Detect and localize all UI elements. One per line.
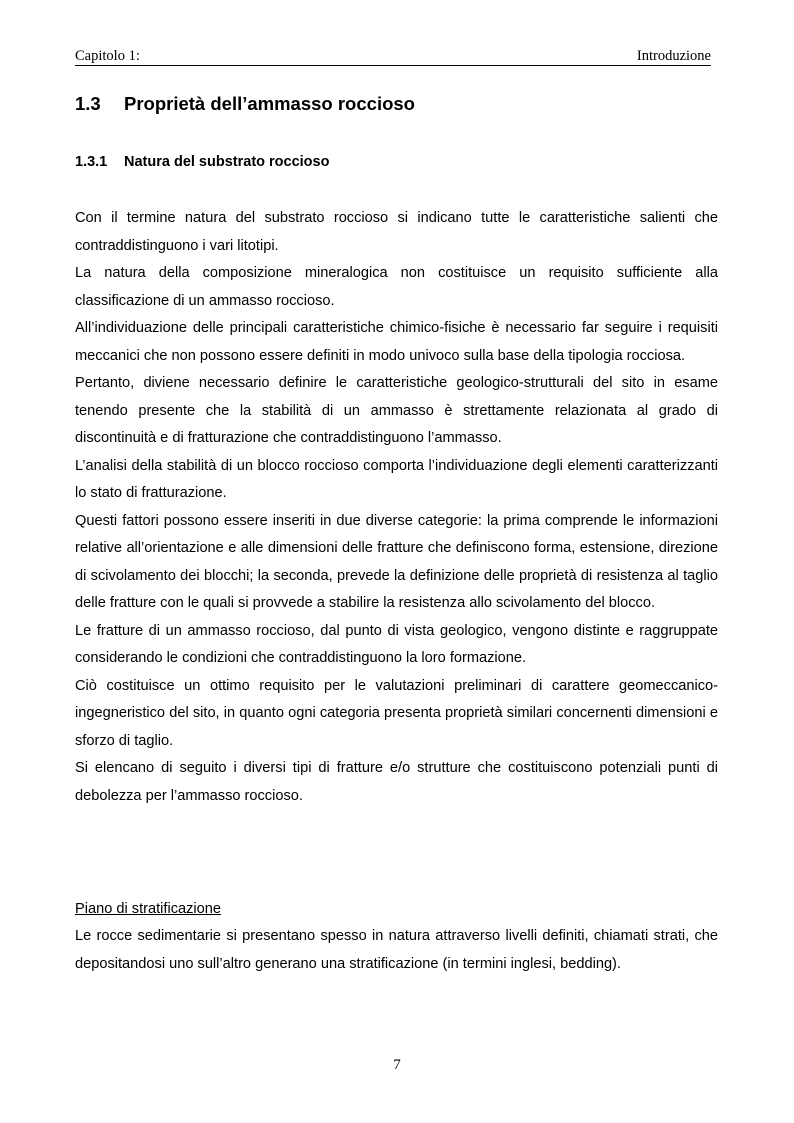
paragraph: Pertanto, diviene necessario definire le caratteristiche geologico-strutturali del sito in esame tenendo presente che la stabilità di un ammasso è strettamente relazionata al grado di discontinuità e di fratturazione che contraddistinguono l’ammasso.: [75, 375, 718, 446]
stratification-heading: Piano di stratificazione: [75, 901, 222, 917]
header-divider: [75, 65, 711, 66]
paragraph: La natura della composizione mineralogica non costituisce un requisito sufficiente alla classificazione di un ammasso roccioso.: [75, 265, 718, 309]
paragraph: Ciò costituisce un ottimo requisito per le valutazioni preliminari di carattere geomeccanico-ingegneristico del sito, in quanto ogni categoria presenta proprietà similari concernenti dimensioni e sforzo di taglio.: [75, 677, 718, 749]
header-section: Introduzione: [636, 48, 711, 64]
paragraph: Con il termine natura del substrato roccioso si indicano tutte le caratteristiche salienti che contraddistinguono i vari litotipi.: [75, 210, 718, 254]
page-header: [75, 48, 711, 66]
paragraph: Le fratture di un ammasso roccioso, dal punto di vista geologico, vengono distinte e raggruppate considerando le condizioni che contraddistinguono la loro formazione.: [75, 622, 718, 666]
paragraph: Questi fattori possono essere inseriti in due diverse categorie: la prima comprende le informazioni relative all’orientazione e alle dimensioni delle fratture che definiscono forma, estensione, direzione di scivolamento dei blocchi; la seconda, prevede la definizione delle proprietà di resistenza al taglio delle fratture con le quali si provvede a stabilire la resistenza allo scivolamento del blocco.: [75, 512, 718, 611]
paragraph: Si elencano di seguito i diversi tipi di fratture e/o strutture che costituiscono potenziali punti di debolezza per l’ammasso roccioso.: [75, 760, 718, 804]
subsection-heading: [75, 154, 329, 170]
subsection-number: 1.3.1: [75, 154, 108, 170]
section-number: 1.3: [75, 93, 101, 114]
section-title: Proprietà dell’ammasso roccioso: [124, 93, 415, 114]
body-text: [75, 205, 718, 810]
subsection-title: Natura del substrato roccioso: [124, 154, 330, 170]
paragraph: L’analisi della stabilità di un blocco roccioso comporta l’individuazione degli elementi caratterizzanti lo stato di fratturazione.: [75, 457, 718, 501]
header-chapter: Capitolo 1:: [75, 48, 140, 64]
paragraph: Le rocce sedimentarie si presentano spesso in natura attraverso livelli definiti, chiamati strati, che depositandosi uno sull’altro generano una stratificazione (in termini inglesi, bedding).: [75, 928, 718, 972]
section-heading: [75, 93, 415, 115]
page-number: 7: [393, 1057, 401, 1073]
paragraph: All’individuazione delle principali caratteristiche chimico-fisiche è necessario far seguire i requisiti meccanici che non possono essere definiti in modo univoco sulla base della tipologia rocciosa.: [75, 320, 718, 364]
stratification-text: [75, 923, 718, 978]
